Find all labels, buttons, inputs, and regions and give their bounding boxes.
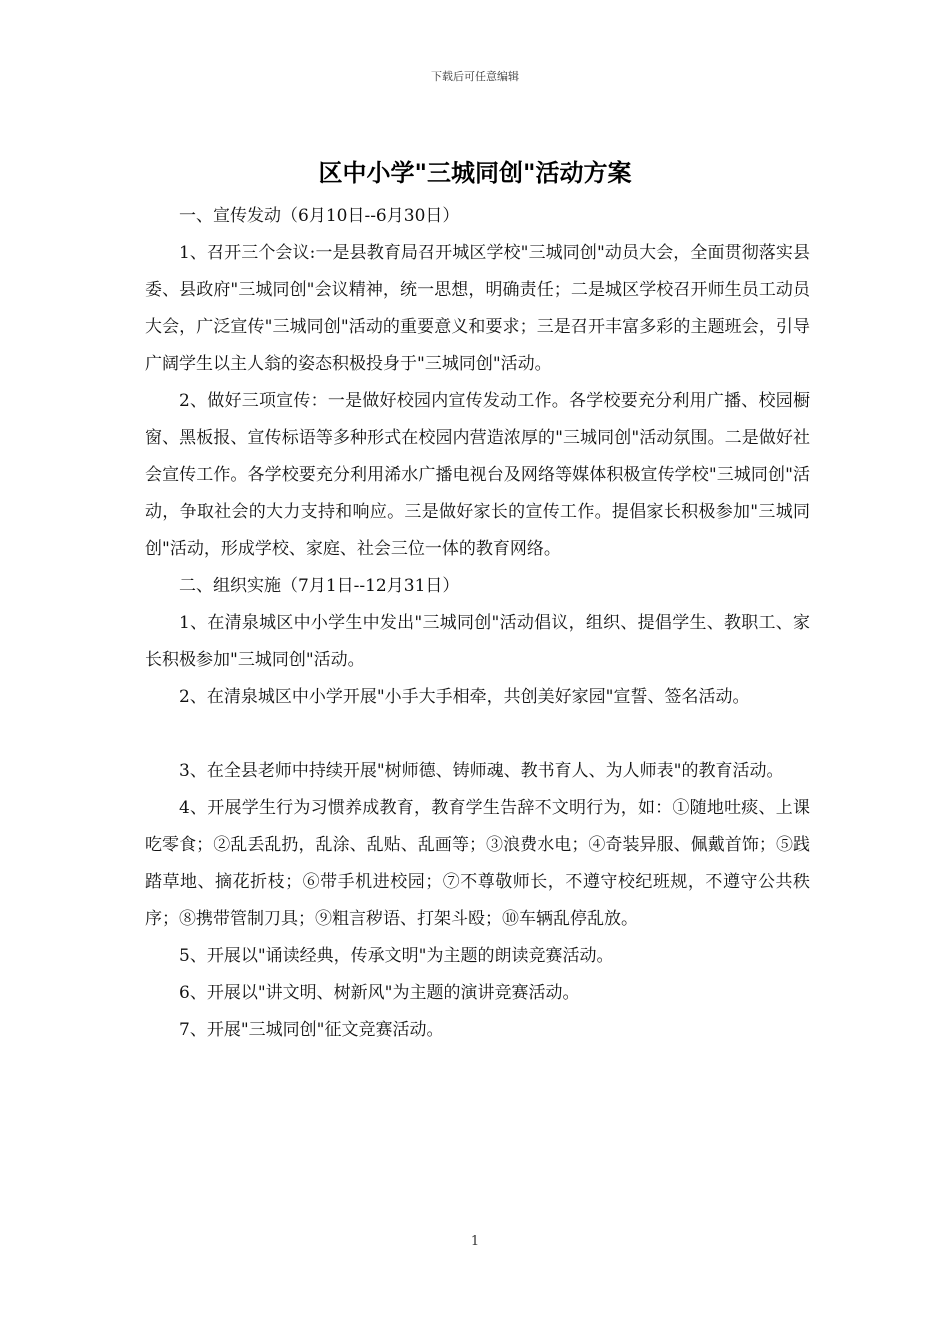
paragraph: 7、开展"三城同创"征文竞赛活动。 [179, 1020, 444, 1040]
paragraph: 6、开展以"讲文明、树新风"为主题的演讲竞赛活动。 [179, 983, 580, 1003]
document-body [145, 198, 810, 1049]
paragraph: 5、开展以"诵读经典，传承文明"为主题的朗读竞赛活动。 [179, 946, 614, 966]
paragraph: 4、开展学生行为习惯养成教育，教育学生告辞不文明行为，如：①随地吐痰、上课吃零食；②乱丢乱扔，乱涂、乱贴、乱画等；③浪费水电；④奇装异服、佩戴首饰；⑤践踏草地、摘花折枝；⑥带手机进校园；⑦不尊敬师长，不遵守校纪班规，不遵守公共秩序；⑧携带管制刀具；⑨粗言秽语、打架斗殴；⑩车辆乱停乱放。 [145, 798, 810, 929]
paragraph: 2、在清泉城区中小学开展"小手大手相牵，共创美好家园"宣誓、签名活动。 [179, 687, 750, 707]
page-number: 1 [470, 1234, 480, 1249]
section-heading-2: 二、组织实施（7月1日--12月31日） [179, 576, 460, 596]
paragraph: 1、在清泉城区中小学生中发出"三城同创"活动倡议，组织、提倡学生、教职工、家长积极参加"三城同创"活动。 [145, 613, 810, 670]
document-title: 区中小学"三城同创"活动方案 [318, 159, 632, 187]
paragraph: 2、做好三项宣传：一是做好校园内宣传发动工作。各学校要充分利用广播、校园橱窗、黑板报、宣传标语等多种形式在校园内营造浓厚的"三城同创"活动氛围。二是做好社会宣传工作。各学校要充分利用浠水广播电视台及网络等媒体积极宣传学校"三城同创"活动，争取社会的大力支持和响应。三是做好家长的宣传工作。提倡家长积极参加"三城同创"活动，形成学校、家庭、社会三位一体的教育网络。 [145, 391, 810, 559]
header-note: 下载后可任意编辑 [431, 70, 519, 83]
section-heading-1: 一、宣传发动（6月10日--6月30日） [179, 206, 460, 226]
paragraph: 1、召开三个会议:一是县教育局召开城区学校"三城同创"动员大会，全面贯彻落实县委、县政府"三城同创"会议精神，统一思想，明确责任；二是城区学校召开师生员工动员大会，广泛宣传"三城同创"活动的重要意义和要求；三是召开丰富多彩的主题班会，引导广阔学生以主人翁的姿态积极投身于"三城同创"活动。 [145, 243, 810, 374]
paragraph: 3、在全县老师中持续开展"树师德、铸师魂、教书育人、为人师表"的教育活动。 [179, 761, 784, 781]
